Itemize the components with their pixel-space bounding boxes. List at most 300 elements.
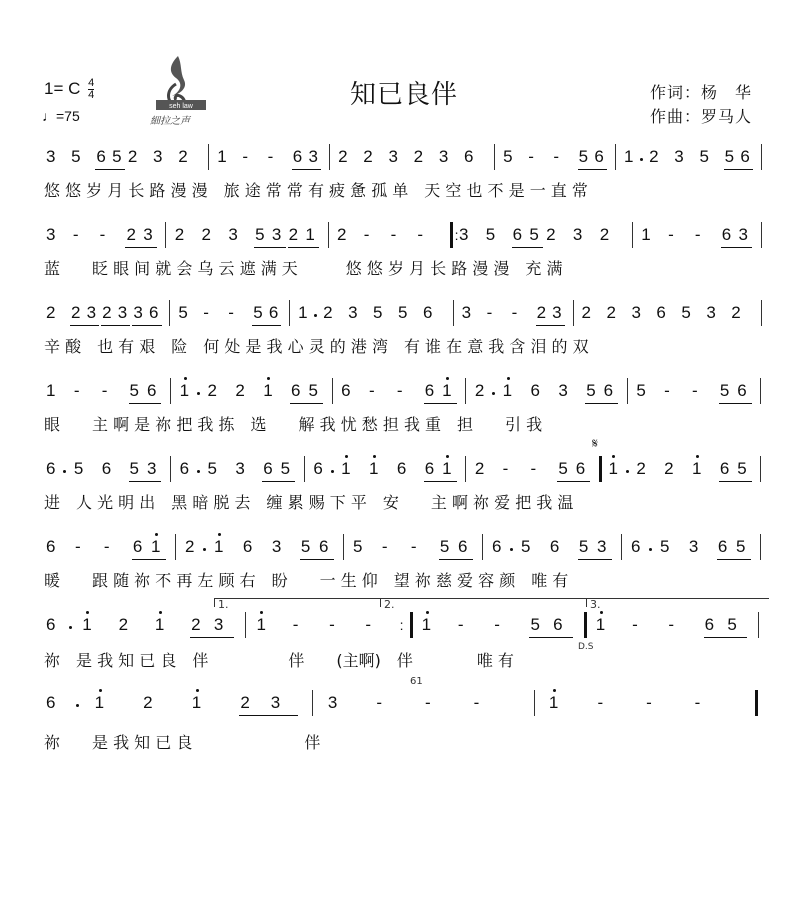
- eighth-beam: [129, 403, 162, 404]
- note: 3: [558, 381, 568, 400]
- barline: [465, 378, 466, 404]
- note: 5: [699, 147, 709, 166]
- eighth-beam: [512, 247, 544, 248]
- note: 5: [530, 615, 540, 634]
- volta-bracket-2: 2.: [384, 598, 395, 611]
- volta-bracket-1: 1.: [218, 598, 229, 611]
- lyric-row: 暖 跟 随 祢 不 再 左 顾 右 盼 一 生 仰 望 祢 慈 爱 容 颜 唯 有: [44, 571, 569, 590]
- eighth-beam: [585, 403, 618, 404]
- note: 1: [298, 303, 308, 322]
- dash-extension: -: [242, 147, 249, 166]
- dash-extension: -: [365, 615, 372, 634]
- note: 5: [352, 537, 363, 556]
- augmentation-dot: [626, 470, 629, 473]
- notation-row: [44, 146, 768, 174]
- note: 6: [575, 459, 586, 478]
- note: 2: [363, 147, 373, 166]
- note: 3: [308, 147, 318, 166]
- augmentation-dot: [203, 548, 206, 551]
- barline: [465, 456, 466, 482]
- barline: [329, 144, 330, 170]
- dash-extension: -: [73, 381, 80, 400]
- segno-icon: 𝄋: [592, 436, 599, 452]
- note: 1: [692, 459, 702, 478]
- note: 5: [129, 381, 139, 400]
- note: 6: [630, 537, 641, 556]
- note: 6: [717, 537, 728, 556]
- volta-line: [214, 598, 381, 607]
- dash-extension: -: [410, 537, 417, 556]
- note: 5: [373, 303, 383, 322]
- note: 5: [71, 147, 81, 166]
- eighth-beam: [262, 481, 295, 482]
- lyricist: 作词：杨 华: [650, 83, 753, 102]
- augmentation-dot: [649, 548, 652, 551]
- barline: [175, 534, 176, 560]
- dash-extension: -: [553, 147, 560, 166]
- note: 3: [46, 147, 56, 166]
- high-octave-dot: [159, 611, 162, 614]
- augmentation-dot: [492, 392, 495, 395]
- eighth-beam: [724, 169, 753, 170]
- eighth-beam: [719, 481, 752, 482]
- barline: [170, 456, 171, 482]
- note: 1: [179, 381, 190, 400]
- dash-extension: -: [694, 693, 701, 712]
- note: 1: [263, 381, 273, 400]
- note: 6: [656, 303, 666, 322]
- barline: [304, 456, 305, 482]
- ds-marker: D.S: [578, 642, 594, 652]
- high-octave-dot: [99, 689, 102, 692]
- augmentation-dot: [640, 158, 643, 161]
- note: 5: [300, 537, 311, 556]
- barline: [494, 144, 495, 170]
- composer: 作曲：罗马人: [650, 107, 753, 126]
- eighth-beam: [290, 403, 323, 404]
- lyric-row: 辛 酸 也 有 艰 险 何 处 是 我 心 灵 的 港 湾 有 谁 在 意 我 含 泪 的 双: [44, 337, 589, 356]
- note: 2: [174, 225, 185, 244]
- note: 3: [688, 537, 699, 556]
- barline: [450, 222, 453, 248]
- note: 6: [46, 459, 56, 478]
- note: 1: [595, 615, 606, 634]
- note: 6: [464, 147, 474, 166]
- note: 5: [737, 459, 747, 478]
- barline: [169, 300, 170, 326]
- augmentation-dot: [197, 392, 200, 395]
- volta-line: [380, 598, 587, 607]
- note: 3: [86, 303, 97, 322]
- note: 3: [235, 459, 245, 478]
- barline: [245, 612, 246, 638]
- dash-extension: -: [511, 303, 518, 322]
- dash-extension: -: [692, 381, 698, 400]
- note: 1: [608, 459, 618, 478]
- dash-extension: -: [668, 225, 674, 244]
- key-label: 1= C: [44, 78, 81, 98]
- dash-extension: -: [381, 537, 388, 556]
- note: 3: [738, 225, 748, 244]
- dash-extension: -: [664, 381, 670, 400]
- eighth-beam: [190, 637, 233, 638]
- note: 3: [46, 225, 56, 244]
- eighth-beam: [239, 715, 298, 716]
- note: 2: [474, 459, 485, 478]
- dash-extension: -: [390, 225, 397, 244]
- barline: [343, 534, 344, 560]
- key-signature: [44, 78, 94, 101]
- volta-line: [586, 598, 769, 607]
- dash-extension: -: [694, 225, 701, 244]
- note: 3: [388, 147, 398, 166]
- note: 5: [727, 615, 737, 634]
- note: 6: [341, 381, 351, 400]
- augmentation-dot: [331, 470, 334, 473]
- song-title: 知已良伴: [349, 80, 458, 110]
- note: 5: [112, 147, 122, 166]
- barline: [534, 690, 535, 716]
- note: 2: [581, 303, 591, 322]
- note: 3: [674, 147, 684, 166]
- note: 2: [599, 225, 610, 244]
- note: 3: [461, 303, 472, 322]
- dash-extension: -: [396, 381, 403, 400]
- eighth-beam: [424, 481, 457, 482]
- note: 2: [636, 459, 646, 478]
- notation-row: [44, 536, 768, 564]
- note: 6: [46, 693, 56, 712]
- note: 2: [474, 381, 485, 400]
- barline: [599, 456, 602, 482]
- barline: [208, 144, 209, 170]
- eighth-beam: [300, 559, 334, 560]
- barline: [170, 378, 171, 404]
- note: 3: [271, 225, 282, 244]
- eighth-beam: [578, 559, 612, 560]
- augmentation-dot: [69, 626, 72, 629]
- dash-extension: -: [646, 693, 652, 712]
- quarter-note-icon: ♩: [42, 108, 56, 124]
- note: 5: [398, 303, 408, 322]
- note: 2: [191, 615, 201, 634]
- eighth-beam: [125, 247, 157, 248]
- note: 1: [442, 459, 452, 478]
- note: 2: [185, 537, 195, 556]
- note: 5: [735, 537, 746, 556]
- note: 6: [148, 303, 159, 322]
- time-top: 4: [88, 77, 95, 89]
- note: 5: [681, 303, 691, 322]
- note: 2: [143, 693, 153, 712]
- lyric-row: 祢 是 我 知 已 良 伴: [44, 733, 321, 752]
- dash-extension: -: [329, 615, 335, 634]
- high-octave-dot: [218, 533, 221, 536]
- barline: [758, 612, 759, 638]
- note: 5: [439, 537, 450, 556]
- note: 6: [46, 615, 56, 634]
- note: 5: [207, 459, 217, 478]
- note: 1: [442, 381, 452, 400]
- high-octave-dot: [507, 377, 510, 380]
- note: 2: [323, 303, 333, 322]
- dash-extension: -: [494, 615, 500, 634]
- note: 5: [529, 225, 539, 244]
- note: 3: [706, 303, 716, 322]
- note: 6: [457, 537, 468, 556]
- eighth-beam: [288, 247, 320, 248]
- dash-extension: -: [425, 693, 431, 712]
- notation-row: [44, 692, 768, 720]
- note: 2: [336, 225, 347, 244]
- note: 2: [126, 225, 136, 244]
- note: 1: [191, 693, 202, 712]
- lyric-row: 进 人 光 明 出 黑 暗 脱 去 缠 累 赐 下 平 安 主 啊 祢 爱 把 我 温: [44, 493, 574, 512]
- note: 6: [424, 459, 435, 478]
- repeat-dots: :: [399, 617, 404, 633]
- note: 3: [153, 147, 163, 166]
- notation-row: [44, 614, 768, 642]
- barline: [312, 690, 313, 716]
- notation-row: [44, 224, 768, 252]
- note: 3: [458, 225, 469, 244]
- note: 6: [422, 303, 433, 322]
- note: 5: [578, 537, 589, 556]
- barline: [627, 378, 628, 404]
- barline: [410, 612, 413, 638]
- note: 2: [178, 147, 188, 166]
- note: 6: [101, 459, 112, 478]
- note: 5: [503, 147, 513, 166]
- note: 5: [724, 147, 735, 166]
- note: 6: [132, 537, 143, 556]
- note: 5: [178, 303, 188, 322]
- note: 1: [94, 693, 105, 712]
- barline: [755, 690, 758, 716]
- note: 2: [664, 459, 674, 478]
- augmentation-dot: [76, 704, 79, 707]
- high-octave-dot: [155, 533, 158, 536]
- barline: [289, 300, 290, 326]
- note: 2: [649, 147, 659, 166]
- note: 2: [536, 303, 547, 322]
- note: 5: [280, 459, 291, 478]
- note: 2: [102, 303, 112, 322]
- note: 2: [240, 693, 250, 712]
- tempo-value: =75: [56, 108, 80, 124]
- lyric-row: 悠 悠 岁 月 长 路 漫 漫 旅 途 常 常 有 疲 惫 孤 单 天 空 也 不 是 一 直 常: [44, 181, 588, 200]
- note: 3: [327, 693, 338, 712]
- note: 5: [586, 381, 596, 400]
- note: 1: [421, 615, 432, 634]
- note: 5: [253, 303, 263, 322]
- eighth-beam: [292, 169, 321, 170]
- note: 2: [127, 147, 138, 166]
- barline: [760, 456, 761, 482]
- note: 3: [631, 303, 641, 322]
- note: 3: [133, 303, 143, 322]
- lyric-row: 祢 是 我 知 已 良 伴 伴 (主啊) 伴 唯 有: [44, 651, 514, 670]
- note: 5: [255, 225, 265, 244]
- grace-notes: 61: [410, 676, 423, 687]
- barline: [632, 222, 633, 248]
- note: 3: [572, 225, 583, 244]
- note: 6: [603, 381, 614, 400]
- dash-extension: -: [668, 615, 675, 634]
- note: 3: [348, 303, 358, 322]
- note: 6: [268, 303, 279, 322]
- note: 1: [623, 147, 634, 166]
- note: 6: [396, 459, 407, 478]
- eighth-beam: [252, 325, 281, 326]
- dash-extension: -: [203, 303, 209, 322]
- note: 3: [143, 225, 153, 244]
- high-octave-dot: [426, 611, 429, 614]
- eighth-beam: [254, 247, 286, 248]
- note: 1: [641, 225, 651, 244]
- eighth-beam: [424, 403, 457, 404]
- high-octave-dot: [696, 455, 699, 458]
- eighth-beam: [719, 403, 752, 404]
- barline: [482, 534, 483, 560]
- barline: [165, 222, 166, 248]
- barline: [760, 534, 761, 560]
- dash-extension: -: [376, 693, 383, 712]
- dash-extension: -: [369, 381, 375, 400]
- dash-extension: -: [530, 459, 537, 478]
- note: 3: [213, 615, 224, 634]
- dash-extension: -: [632, 615, 638, 634]
- note: 2: [201, 225, 211, 244]
- time-bottom: 4: [88, 89, 95, 101]
- note: 6: [96, 147, 106, 166]
- note: 5: [659, 537, 670, 556]
- eighth-beam: [721, 247, 753, 248]
- dash-extension: -: [363, 225, 370, 244]
- note: 1: [217, 147, 227, 166]
- eighth-beam: [101, 325, 130, 326]
- note: 5: [719, 381, 730, 400]
- eighth-beam: [717, 559, 751, 560]
- note: 3: [146, 459, 157, 478]
- augmentation-dot: [314, 314, 317, 317]
- note: 2: [235, 381, 245, 400]
- note: 5: [129, 459, 139, 478]
- dash-extension: -: [101, 381, 108, 400]
- note: 5: [636, 381, 646, 400]
- note: 6: [721, 225, 732, 244]
- time-signature: [88, 78, 94, 101]
- note: 5: [485, 225, 496, 244]
- note: 5: [520, 537, 531, 556]
- eighth-beam: [95, 169, 124, 170]
- notation-row: [44, 458, 768, 486]
- eighth-beam: [70, 325, 99, 326]
- note: 1: [369, 459, 379, 478]
- note: 1: [154, 615, 165, 634]
- barline: [615, 144, 616, 170]
- note: 2: [731, 303, 741, 322]
- repeat-dots: :: [454, 227, 459, 243]
- note: 3: [271, 537, 282, 556]
- high-octave-dot: [553, 689, 556, 692]
- dash-extension: -: [417, 225, 424, 244]
- barline: [453, 300, 454, 326]
- dash-extension: -: [502, 459, 509, 478]
- note: 3: [438, 147, 449, 166]
- dash-extension: -: [597, 693, 604, 712]
- high-octave-dot: [184, 377, 187, 380]
- note: 6: [313, 459, 323, 478]
- note: 6: [553, 615, 563, 634]
- eighth-beam: [132, 559, 166, 560]
- note: 1: [502, 381, 513, 400]
- dash-extension: -: [99, 225, 106, 244]
- augmentation-dot: [510, 548, 513, 551]
- eighth-beam: [439, 559, 473, 560]
- eighth-beam: [557, 481, 590, 482]
- note: 6: [291, 381, 301, 400]
- note: 2: [606, 303, 616, 322]
- note: 2: [46, 303, 56, 322]
- note: 3: [596, 537, 607, 556]
- barline: [761, 222, 762, 248]
- eighth-beam: [529, 637, 572, 638]
- note: 6: [491, 537, 502, 556]
- high-octave-dot: [196, 689, 199, 692]
- note: 6: [704, 615, 715, 634]
- barline: [761, 300, 762, 326]
- note: 6: [737, 381, 747, 400]
- note: 6: [179, 459, 190, 478]
- note: 2: [288, 225, 299, 244]
- barline: [328, 222, 329, 248]
- note: 2: [118, 615, 129, 634]
- eighth-beam: [132, 325, 161, 326]
- note: 6: [549, 537, 560, 556]
- lyric-row: 眼 主 啊 是 祢 把 我 拣 选 解 我 忧 愁 担 我 重 担 引 我: [44, 415, 543, 434]
- augmentation-dot: [63, 470, 66, 473]
- notation-row: [44, 302, 768, 330]
- logo-caption: 細拉之声: [150, 116, 190, 127]
- note: 1: [305, 225, 315, 244]
- dash-extension: -: [473, 693, 480, 712]
- barline: [573, 300, 574, 326]
- note: 3: [270, 693, 281, 712]
- note: 3: [228, 225, 238, 244]
- note: 1: [548, 693, 559, 712]
- note: 1: [46, 381, 56, 400]
- high-octave-dot: [373, 455, 376, 458]
- note: 6: [46, 537, 56, 556]
- note: 2: [546, 225, 556, 244]
- note: 6: [318, 537, 329, 556]
- note: 1: [150, 537, 161, 556]
- dash-extension: -: [267, 147, 274, 166]
- eighth-beam: [536, 325, 565, 326]
- note: 6: [740, 147, 750, 166]
- note: 5: [73, 459, 84, 478]
- note: 6: [424, 381, 435, 400]
- note: 5: [558, 459, 568, 478]
- dash-extension: -: [528, 147, 534, 166]
- tempo-mark: [42, 108, 80, 124]
- logo-small-text: seh law: [169, 103, 193, 110]
- dash-extension: -: [103, 537, 110, 556]
- note: 2: [207, 381, 217, 400]
- dash-extension: -: [486, 303, 493, 322]
- note: 6: [242, 537, 253, 556]
